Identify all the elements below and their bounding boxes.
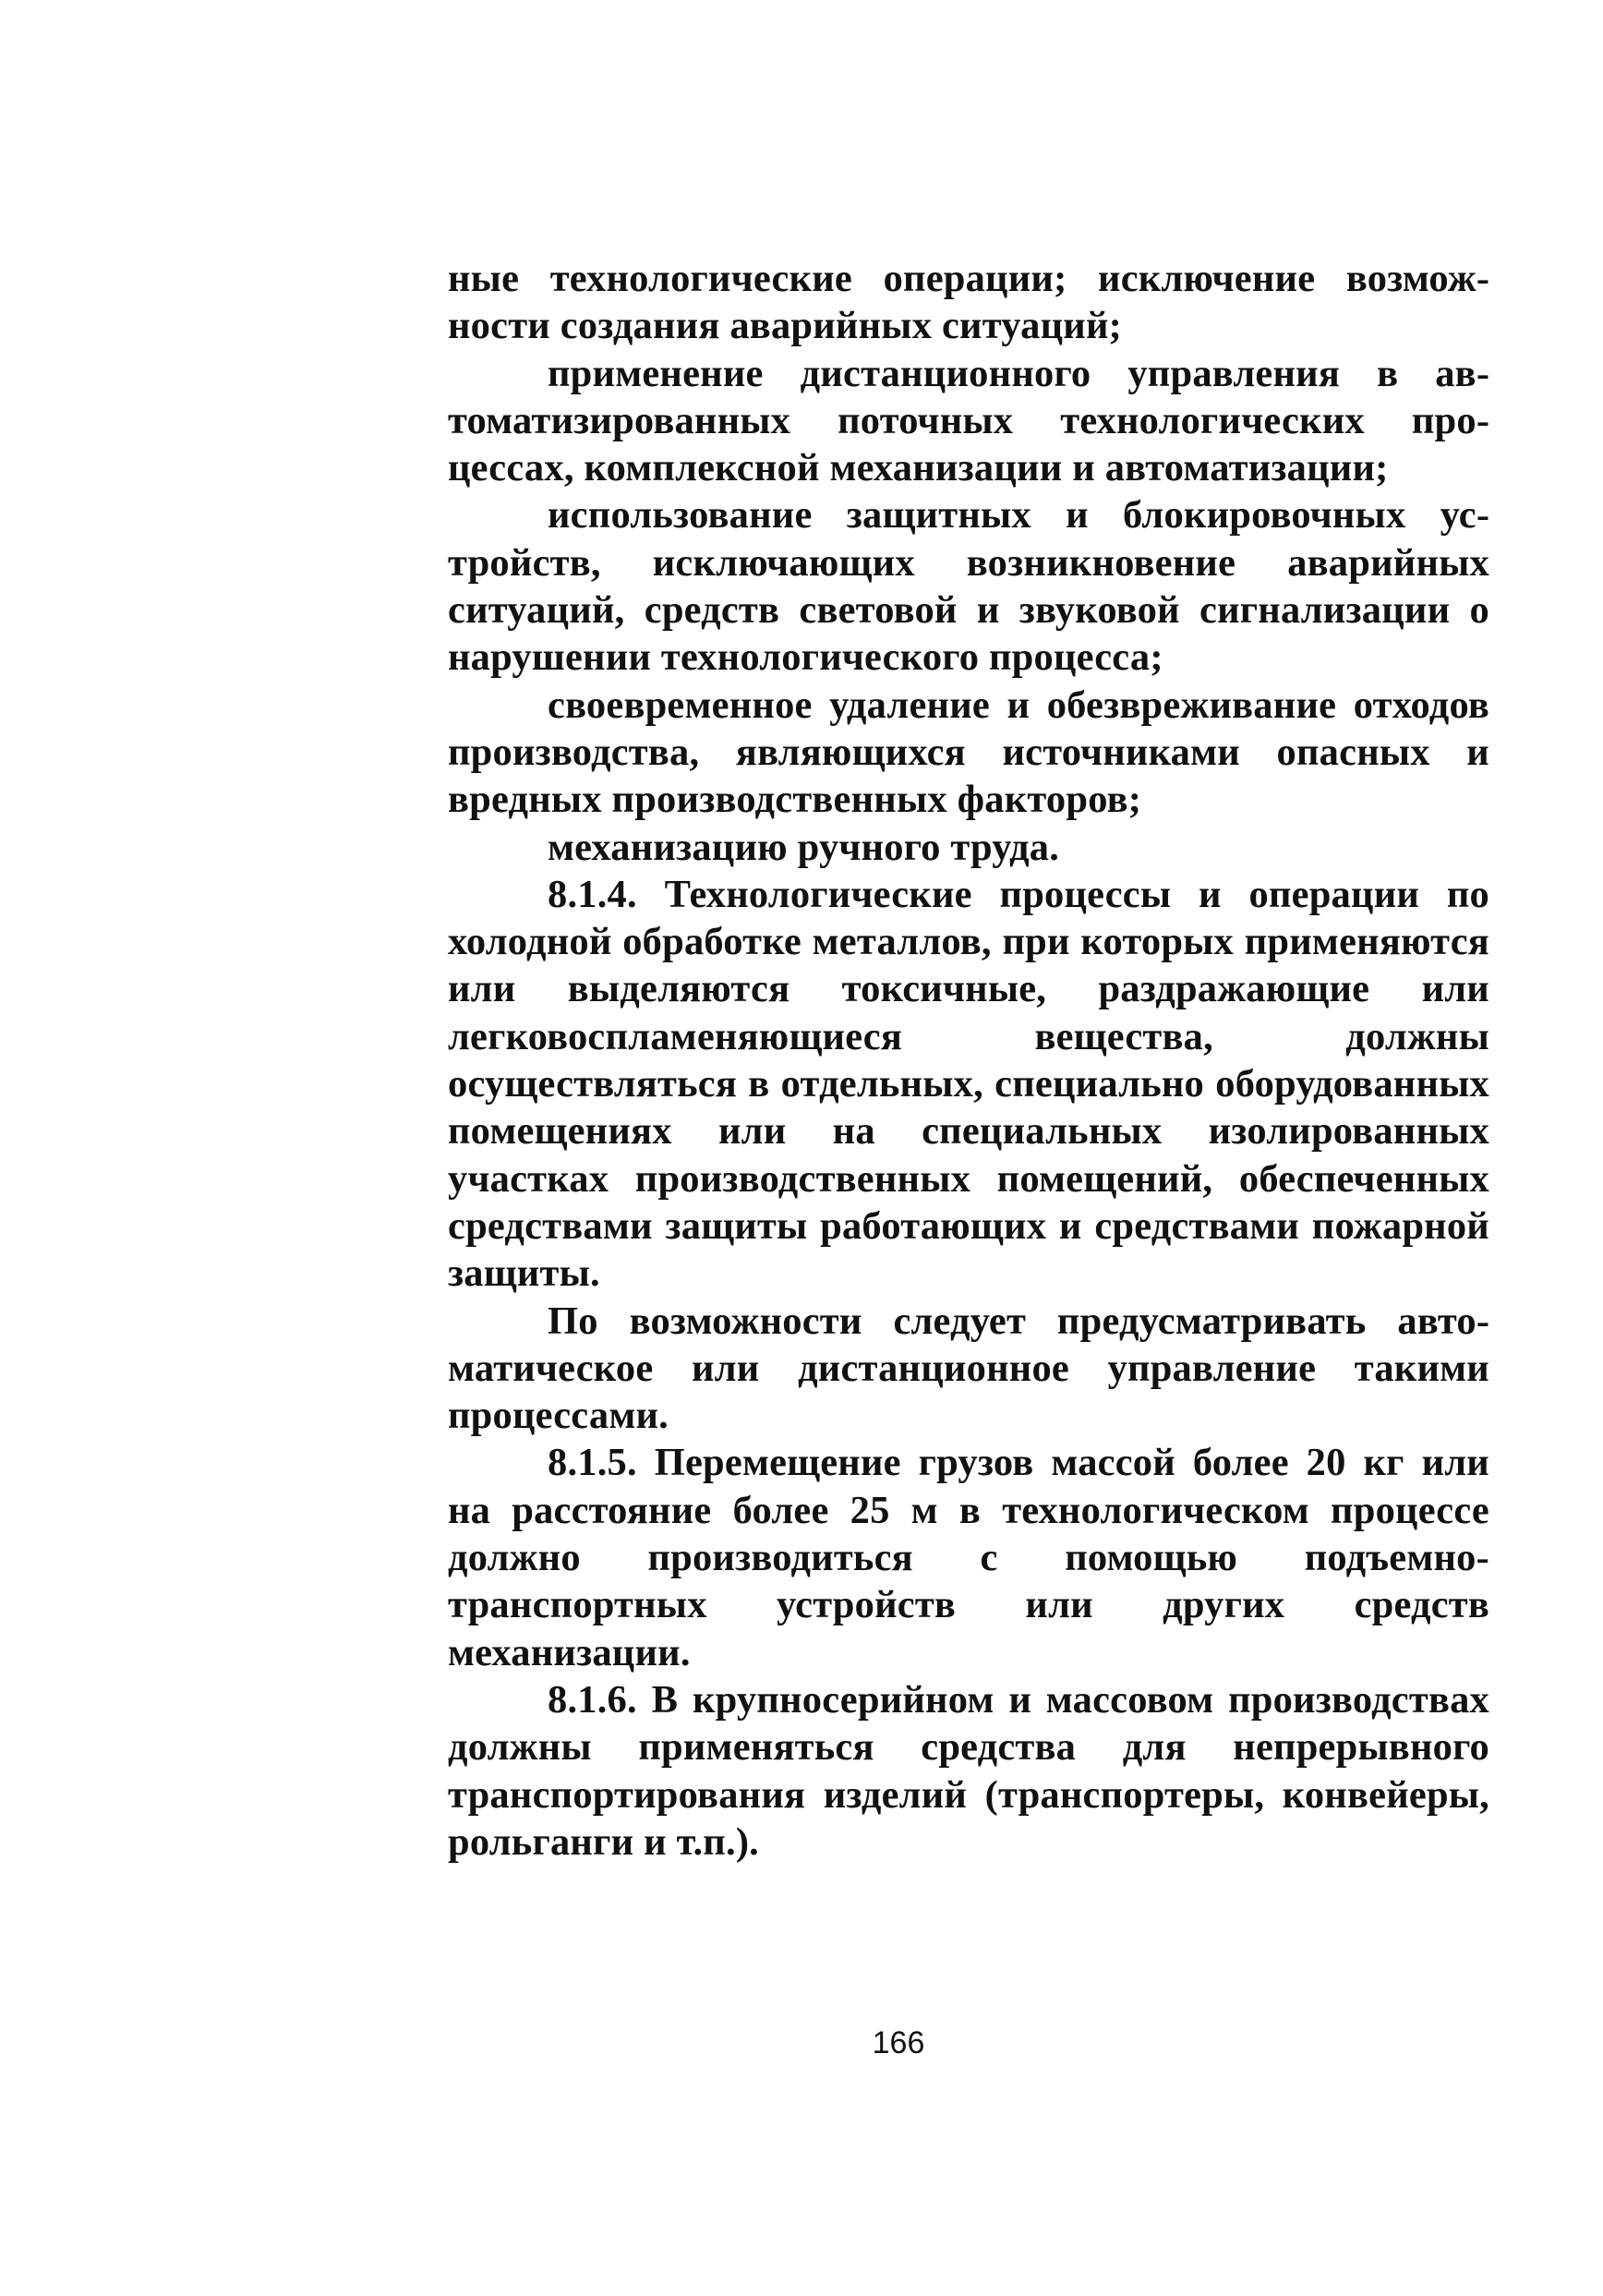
paragraph-remote-control: применение дистанционного управления в автоматизированных поточных технологических процессах, комплексной механизации и автоматизации; bbox=[448, 351, 1489, 490]
paragraph-8-1-5: 8.1.5. Перемещение грузов массой более 20 кг или на расстояние более 25 м в технологическом процессе должно производиться с помощью подъемно-транспортных устройств или других средств механизации. bbox=[448, 1441, 1489, 1674]
body-text bbox=[448, 255, 1489, 1866]
paragraph-protective-devices: использование защитных и блокировочных устройств, исключающих возникновение аварийных ситуаций, средств световой и звуковой сигнализации о нарушении технологического процесса; bbox=[448, 493, 1489, 680]
paragraph-8-1-4: 8.1.4. Технологические процессы и операции по холодной обработке металлов, при которых применяются или выделяются токсичные, раздражающие или легковоспламеняющиеся вещества, должны осуществляться в отдельных, специально оборудованных помещениях или на специальных изолированных участках производственных помещений, обеспеченных средствами защиты работающих и средствами пожарной защиты. bbox=[448, 872, 1489, 1296]
paragraph-continuation: ные технологические операции; исключение возможности создания аварийных ситуаций; bbox=[448, 257, 1489, 348]
paragraph-waste-removal: своевременное удаление и обезвреживание отходов производства, являющихся источниками опасных и вредных производственных факторов; bbox=[448, 683, 1489, 822]
paragraph-automatic-control: По возможности следует предусматривать автоматическое или дистанционное управление такими процессами. bbox=[448, 1299, 1489, 1438]
page-number: 166 bbox=[872, 2025, 925, 2060]
paragraph-8-1-6: 8.1.6. В крупносерийном и массовом производствах должны применяться средства для непрерывного транспортирования изделий (транспортеры, конвейеры, рольганги и т.п.). bbox=[448, 1677, 1489, 1864]
paragraph-manual-labor: механизацию ручного труда. bbox=[548, 825, 1060, 869]
